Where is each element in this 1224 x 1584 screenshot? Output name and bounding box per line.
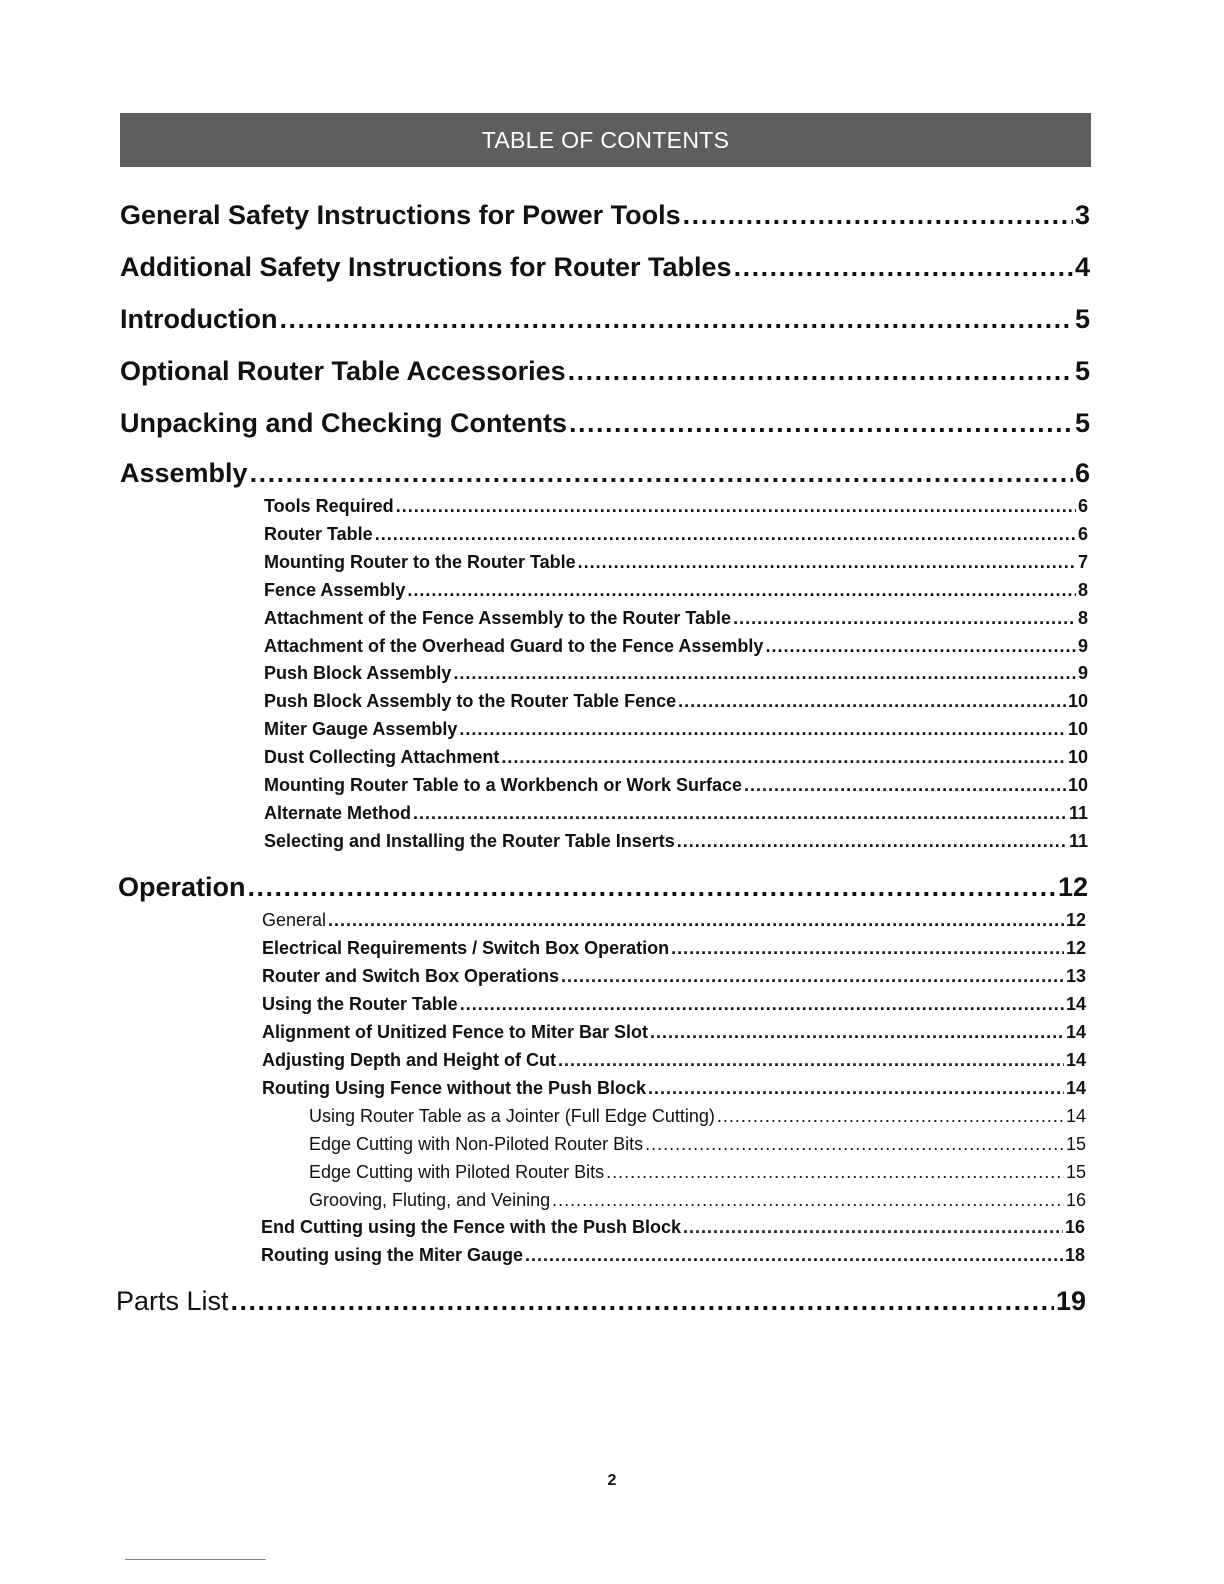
toc-entry-label: Routing Using Fence without the Push Block bbox=[262, 1078, 647, 1098]
toc-entry-label: Parts List bbox=[116, 1286, 229, 1316]
toc-entry-page: 15 bbox=[1065, 1134, 1086, 1154]
toc-entry-label: Optional Router Table Accessories bbox=[120, 356, 566, 386]
dot-leader bbox=[459, 719, 1066, 740]
footer-rule bbox=[125, 1559, 266, 1560]
dot-leader bbox=[231, 1286, 1054, 1317]
toc-subentry bbox=[264, 691, 1088, 712]
dot-leader bbox=[678, 691, 1066, 712]
toc-entry-page: 10 bbox=[1067, 691, 1088, 711]
toc-entry-label: Introduction bbox=[120, 304, 278, 334]
toc-title: TABLE OF CONTENTS bbox=[481, 126, 730, 153]
toc-entry-label: Dust Collecting Attachment bbox=[264, 747, 500, 767]
toc-entry-page: 14 bbox=[1065, 1106, 1086, 1126]
toc-subentry bbox=[264, 803, 1088, 824]
dot-leader bbox=[765, 636, 1076, 657]
toc-entry-page: 5 bbox=[1074, 408, 1090, 438]
dot-leader bbox=[568, 356, 1073, 387]
dot-leader bbox=[648, 1078, 1064, 1099]
dot-leader bbox=[645, 1134, 1064, 1155]
toc-subentry bbox=[264, 636, 1088, 657]
toc-subsubentry bbox=[309, 1106, 1086, 1127]
dot-leader bbox=[460, 994, 1064, 1015]
page-number: 2 bbox=[607, 1472, 617, 1489]
toc-header-bar bbox=[120, 113, 1091, 167]
toc-subsubentry bbox=[309, 1162, 1086, 1183]
toc-entry-page: 8 bbox=[1077, 580, 1088, 600]
toc-entry-parts-list bbox=[116, 1286, 1086, 1317]
toc-subentry bbox=[264, 580, 1088, 601]
dot-leader bbox=[578, 552, 1076, 573]
toc-entry-page: 13 bbox=[1065, 966, 1086, 986]
toc-entry-label: Router Table bbox=[264, 524, 373, 544]
toc-subsubentry bbox=[309, 1190, 1086, 1211]
toc-entry-label: Mounting Router Table to a Workbench or Work Surface bbox=[264, 775, 743, 795]
toc-entry-page: 18 bbox=[1064, 1245, 1085, 1265]
toc-entry-label: Alignment of Unitized Fence to Miter Bar Slot bbox=[262, 1022, 649, 1042]
toc-entry-label: General Safety Instructions for Power Tools bbox=[120, 200, 681, 230]
toc-entry-label: General bbox=[262, 910, 327, 930]
toc-subentry bbox=[261, 1245, 1085, 1266]
toc-entry-page: 14 bbox=[1065, 1078, 1086, 1098]
toc-subentry bbox=[262, 1078, 1086, 1099]
toc-entry-operation bbox=[118, 872, 1088, 903]
dot-leader bbox=[453, 663, 1076, 684]
toc-entry-label: Grooving, Fluting, and Veining bbox=[309, 1190, 551, 1210]
toc-entry-page: 12 bbox=[1065, 910, 1086, 930]
dot-leader bbox=[744, 775, 1066, 796]
toc-subentry bbox=[264, 608, 1088, 629]
toc-entry-page: 14 bbox=[1065, 1050, 1086, 1070]
toc-entry-page: 12 bbox=[1057, 872, 1088, 902]
toc-subentry bbox=[262, 938, 1086, 959]
toc-entry-page: 11 bbox=[1068, 803, 1088, 823]
dot-leader bbox=[501, 747, 1066, 768]
toc-entry-page: 7 bbox=[1077, 552, 1088, 572]
toc-entry-page: 6 bbox=[1077, 524, 1088, 544]
toc-entry-page: 9 bbox=[1077, 663, 1088, 683]
toc-entry-label: Additional Safety Instructions for Router Tables bbox=[120, 252, 732, 282]
dot-leader bbox=[683, 200, 1073, 231]
toc-entry-page: 6 bbox=[1074, 458, 1090, 488]
toc-entry-label: Assembly bbox=[120, 458, 248, 488]
toc-subentry bbox=[264, 663, 1088, 684]
dot-leader bbox=[733, 608, 1076, 629]
toc-entry-label: Push Block Assembly bbox=[264, 663, 452, 683]
toc-entry-page: 8 bbox=[1077, 608, 1088, 628]
toc-subentry bbox=[264, 831, 1088, 852]
dot-leader bbox=[677, 831, 1067, 852]
toc-entry-label: Push Block Assembly to the Router Table Fence bbox=[264, 691, 677, 711]
dot-leader bbox=[279, 304, 1073, 335]
dot-leader bbox=[561, 966, 1064, 987]
toc-entry bbox=[120, 252, 1090, 283]
toc-entry-page: 10 bbox=[1067, 747, 1088, 767]
dot-leader bbox=[248, 872, 1056, 903]
toc-entry bbox=[120, 304, 1090, 335]
dot-leader bbox=[407, 580, 1076, 601]
toc-entry-page: 4 bbox=[1074, 252, 1090, 282]
toc-entry-page: 9 bbox=[1077, 636, 1088, 656]
toc-subentry bbox=[264, 552, 1088, 573]
dot-leader bbox=[552, 1190, 1064, 1211]
dot-leader bbox=[717, 1106, 1064, 1127]
toc-entry-label: Alternate Method bbox=[264, 803, 412, 823]
dot-leader bbox=[734, 252, 1073, 283]
toc-entry-label: Operation bbox=[118, 872, 246, 902]
toc-subentry bbox=[262, 994, 1086, 1015]
toc-subentry bbox=[262, 910, 1086, 931]
toc-entry-page: 19 bbox=[1055, 1286, 1086, 1316]
dot-leader bbox=[671, 938, 1064, 959]
toc-entry-page: 10 bbox=[1067, 719, 1088, 739]
dot-leader bbox=[558, 1050, 1064, 1071]
dot-leader bbox=[650, 1022, 1064, 1043]
toc-subentry bbox=[264, 496, 1088, 517]
toc-entry-label: Mounting Router to the Router Table bbox=[264, 552, 576, 572]
toc-subentry bbox=[264, 775, 1088, 796]
dot-leader bbox=[413, 803, 1067, 824]
toc-subentry bbox=[264, 747, 1088, 768]
toc-subentry bbox=[262, 966, 1086, 987]
toc-entry-page: 10 bbox=[1067, 775, 1088, 795]
dot-leader bbox=[396, 496, 1076, 517]
toc-subentry bbox=[264, 524, 1088, 545]
toc-entry-page: 6 bbox=[1077, 496, 1088, 516]
toc-subentry bbox=[264, 719, 1088, 740]
toc-entry-label: Adjusting Depth and Height of Cut bbox=[262, 1050, 556, 1070]
toc-entry-page: 16 bbox=[1064, 1217, 1085, 1237]
toc-entry-label: Router and Switch Box Operations bbox=[262, 966, 560, 986]
toc-subentry bbox=[261, 1217, 1085, 1238]
toc-entry-label: Miter Gauge Assembly bbox=[264, 719, 458, 739]
toc-entry-page: 5 bbox=[1074, 356, 1090, 386]
toc-entry-label: Routing using the Miter Gauge bbox=[261, 1245, 523, 1265]
dot-leader bbox=[569, 408, 1073, 439]
toc-entry-label: Edge Cutting with Non-Piloted Router Bits bbox=[309, 1134, 644, 1154]
toc-entry-assembly bbox=[120, 458, 1090, 489]
toc-entry bbox=[120, 356, 1090, 387]
toc-entry-page: 15 bbox=[1065, 1162, 1086, 1182]
toc-entry-label: End Cutting using the Fence with the Push Block bbox=[261, 1217, 682, 1237]
toc-entry-page: 5 bbox=[1074, 304, 1090, 334]
toc-entry-label: Unpacking and Checking Contents bbox=[120, 408, 568, 438]
toc-entry-page: 14 bbox=[1065, 1022, 1086, 1042]
dot-leader bbox=[525, 1245, 1063, 1266]
toc-entry-label: Using the Router Table bbox=[262, 994, 458, 1014]
toc-subentry bbox=[262, 1022, 1086, 1043]
toc-entry-label: Edge Cutting with Piloted Router Bits bbox=[309, 1162, 605, 1182]
toc-entry bbox=[120, 408, 1090, 439]
dot-leader bbox=[683, 1217, 1063, 1238]
toc-entry-page: 14 bbox=[1065, 994, 1086, 1014]
toc-subentry bbox=[262, 1050, 1086, 1071]
dot-leader bbox=[328, 910, 1064, 931]
dot-leader bbox=[606, 1162, 1064, 1183]
toc-entry-label: Selecting and Installing the Router Table Inserts bbox=[264, 831, 675, 851]
toc-entry-page: 11 bbox=[1068, 831, 1088, 851]
toc-entry-label: Electrical Requirements / Switch Box Operation bbox=[262, 938, 670, 958]
toc-entry-page: 12 bbox=[1065, 938, 1086, 958]
toc-entry-label: Using Router Table as a Jointer (Full Edge Cutting) bbox=[309, 1106, 715, 1126]
dot-leader bbox=[250, 458, 1073, 489]
toc-entry-page: 3 bbox=[1074, 200, 1090, 230]
dot-leader bbox=[375, 524, 1076, 545]
toc-entry-label: Attachment of the Fence Assembly to the Router Table bbox=[264, 608, 732, 628]
toc-entry-label: Attachment of the Overhead Guard to the Fence Assembly bbox=[264, 636, 764, 656]
toc-subsubentry bbox=[309, 1134, 1086, 1155]
toc-entry-page: 16 bbox=[1065, 1190, 1086, 1210]
toc-entry-label: Tools Required bbox=[264, 496, 394, 516]
toc-entry-label: Fence Assembly bbox=[264, 580, 406, 600]
toc-entry bbox=[120, 200, 1090, 231]
